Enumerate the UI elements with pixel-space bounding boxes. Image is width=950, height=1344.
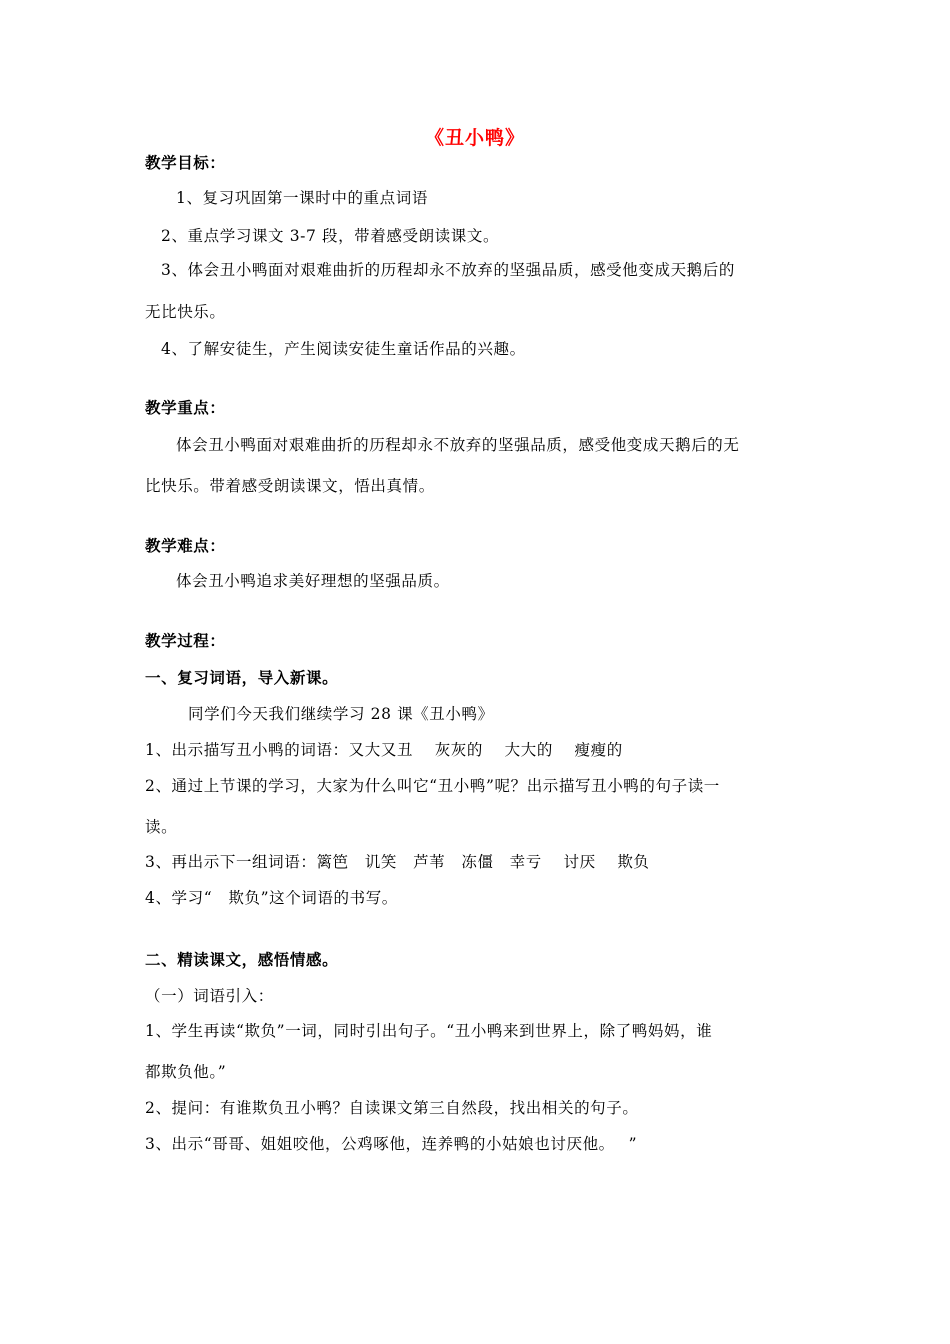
section1-line-3: 2、通过上节课的学习，大家为什么叫它“丑小鸭”呢？出示描写丑小鸭的句子读一 bbox=[145, 777, 720, 795]
objective-item-4: 4、了解安徒生，产生阅读安徒生童话作品的兴趣。 bbox=[161, 340, 526, 358]
section2-heading: 二、精读课文，感悟情感。 bbox=[145, 950, 339, 969]
key-points-line-2: 比快乐。带着感受朗读课文，悟出真情。 bbox=[145, 477, 435, 495]
objective-item-3: 3、体会丑小鸭面对艰难曲折的历程却永不放弃的坚强品质，感受他变成天鹅后的 bbox=[161, 261, 735, 279]
document-title: 《丑小鸭》 bbox=[424, 127, 525, 149]
section2-line-2: 1、学生再读“欺负”一词，同时引出句子。“丑小鸭来到世界上，除了鸭妈妈，谁 bbox=[145, 1022, 713, 1040]
difficulties-heading: 教学难点： bbox=[145, 536, 226, 555]
key-points-line-1: 体会丑小鸭面对艰难曲折的历程却永不放弃的坚强品质，感受他变成天鹅后的无 bbox=[176, 436, 740, 454]
process-heading: 教学过程： bbox=[145, 631, 226, 650]
objectives-heading: 教学目标： bbox=[145, 153, 226, 172]
section1-line-1: 同学们今天我们继续学习 28 课《丑小鸭》 bbox=[188, 705, 494, 723]
objective-item-3-continued: 无比快乐。 bbox=[145, 303, 226, 321]
objective-item-2: 2、重点学习课文 3-7 段，带着感受朗读课文。 bbox=[161, 227, 500, 245]
section2-line-1: （一）词语引入： bbox=[145, 987, 274, 1005]
objective-item-1: 1、复习巩固第一课时中的重点词语 bbox=[176, 189, 428, 207]
section1-heading: 一、复习词语，导入新课。 bbox=[145, 668, 339, 687]
section1-line-5: 3、再出示下一组词语：篱笆 讥笑 芦苇 冻僵 幸亏 讨厌 欺负 bbox=[145, 853, 650, 871]
section1-line-4: 读。 bbox=[145, 818, 178, 836]
section1-line-6: 4、学习“ 欺负”这个词语的书写。 bbox=[145, 889, 398, 907]
section2-line-5: 3、出示“哥哥、姐姐咬他，公鸡啄他，连养鸭的小姑娘也讨厌他。 ” bbox=[145, 1135, 638, 1153]
section2-line-4: 2、提问：有谁欺负丑小鸭？自读课文第三自然段，找出相关的句子。 bbox=[145, 1099, 639, 1117]
section1-line-2: 1、出示描写丑小鸭的词语：又大又丑 灰灰的 大大的 瘦瘦的 bbox=[145, 741, 623, 759]
key-points-heading: 教学重点： bbox=[145, 398, 226, 417]
difficulties-line-1: 体会丑小鸭追求美好理想的坚强品质。 bbox=[176, 572, 450, 590]
section2-line-3: 都欺负他。” bbox=[145, 1063, 227, 1081]
